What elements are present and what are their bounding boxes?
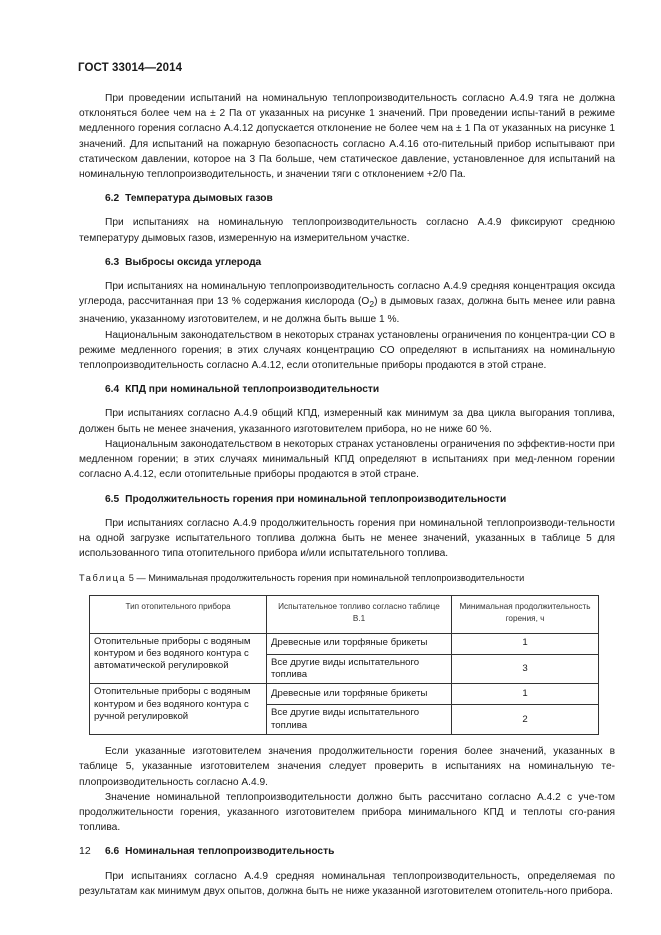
section-title: КПД при номинальной теплопроизводительности <box>125 384 380 396</box>
paragraph-burn-duration: При испытаниях согласно А.4.9 продолжительность горения при номинальной теплопроизводи-тельности на одной загрузке испытательного топлива должна быть не менее значений, указанных в таблице 5 для использованного типа отопительного прибора и/или испытательного топлива. <box>79 517 615 560</box>
paragraph-heat-output-calc: Значение номинальной теплопроизводительности должно быть рассчитано согласно А.4.2 с уче-том продолжительности горения, указанного изготовителем прибора минимального КПД и теплоты сго-рания топлива. <box>79 791 615 834</box>
paragraph-verify-duration: Если указанные изготовителем значения продолжительности горения более значений, указанных в таблице 5, указанные изготовителем значения следует проверить в испытаниях на номинальную те-плопроизводительность согласно А.4.9. <box>79 746 615 788</box>
page-number: 12 <box>79 845 91 857</box>
table-cell-device-type: Отопительные приборы с водяным контуром и без водяного контура с автоматической регулировкой <box>90 633 267 684</box>
table-header-row <box>90 595 599 633</box>
table-cell-fuel: Все другие виды испытательного топлива <box>267 654 452 684</box>
text-run: ) в дымовых газах, должна быть менее или равна значению, указанному изготовителем, и не должна быть выше 1 %. <box>79 296 615 326</box>
text-run: При испытаниях на номинальную теплопроизводительность согласно А.4.9 средняя концентрация оксида углерода, рассчитанная при 13 % содержания кислорода (O <box>79 281 615 308</box>
paragraph-flue-gas-temp: При испытаниях на номинальную теплопроизводительность согласно А.4.9 фиксируют среднюю температуру дымовых газов, измеренную на измерительном участке. <box>79 217 615 244</box>
table-cell-fuel: Древесные или торфяные брикеты <box>267 633 452 654</box>
section-number: 6.6 <box>105 846 120 858</box>
table-cell-fuel: Древесные или торфяные брикеты <box>267 684 452 705</box>
section-title: Номинальная теплопроизводительность <box>125 846 335 858</box>
table-caption-text: — Минимальная продолжительность горения при номинальной теплопроизводительности <box>133 573 525 584</box>
section-number: 6.4 <box>105 384 120 396</box>
subscript: 2 <box>369 299 375 310</box>
table-cell-fuel: Все другие виды испытательного топлива <box>267 705 452 735</box>
table-cell-duration: 3 <box>452 654 599 684</box>
paragraph-efficiency-national: Национальным законодательством в некоторых странах установлены ограничения по эффектив-ности при медленном горении; в этих случаях минимальный КПД определяют в испытаниях при мед-ленном горении согласно А.4.12, если отопительные приборы продаются в этой стране. <box>79 438 615 481</box>
section-heading-6-6 <box>105 844 615 859</box>
table-header-cell: Минимальная продолжительность горения, ч <box>452 595 599 633</box>
table-row <box>90 684 599 705</box>
paragraph-co-national: Национальным законодательством в некоторых странах установлены ограничения по концентра-ции СО в режиме медленного горения; в этих случаях концентрацию СО определяют в испытаниях на номинальную теплопроизводительность согласно А.4.12, если отопительные приборы продаются в этой стране. <box>79 329 615 372</box>
paragraph-efficiency: При испытаниях согласно А.4.9 общий КПД, измеренный как минимум за два цикла выгорания топлива, должен быть не менее значения, указанного изготовителем прибора, но не ниже 60 %. <box>79 408 615 435</box>
section-title: Продолжительность горения при номинальной теплопроизводительности <box>125 493 507 505</box>
paragraph-nominal-output: При испытаниях согласно А.4.9 средняя номинальная теплопроизводительность, определяемая по результатам как минимум двух опытов, должна быть не ниже указанной изготовителем отопитель-ного прибора. <box>79 870 615 897</box>
document-header: ГОСТ 33014—2014 <box>78 62 183 74</box>
table-header-cell: Тип отопительного прибора <box>90 595 267 633</box>
table-cell-duration: 1 <box>452 684 599 705</box>
spacer <box>79 735 615 744</box>
table-cell-duration: 1 <box>452 633 599 654</box>
document-body <box>79 91 615 899</box>
table-cell-device-type: Отопительные приборы с водяным контуром и без водяного контура с ручной регулировкой <box>90 684 267 735</box>
paragraph-co-concentration <box>79 279 615 328</box>
section-heading-6-2 <box>105 191 615 206</box>
table-5 <box>89 595 599 736</box>
section-number: 6.2 <box>105 193 120 205</box>
table-caption-number: 5 <box>128 573 134 584</box>
table-caption <box>79 571 615 586</box>
section-title: Выбросы оксида углерода <box>125 256 262 268</box>
section-number: 6.5 <box>105 493 120 505</box>
table-row <box>90 633 599 654</box>
section-heading-6-4 <box>105 382 615 397</box>
section-heading-6-5 <box>105 492 615 507</box>
section-title: Температура дымовых газов <box>125 193 273 205</box>
section-heading-6-3 <box>105 255 615 270</box>
table-header-cell: Испытательное топливо согласно таблице В.1 <box>267 595 452 633</box>
section-number: 6.3 <box>105 256 120 268</box>
paragraph-draft-tolerance: При проведении испытаний на номинальную теплопроизводительность согласно А.4.9 тяга не должна отклоняться более чем на ± 2 Па от указанных на рисунке 1 значений. При проведении испы-таний в режиме медленного горения согласно А.4.12 допускается отклонение не более чем на ± 1 Па от указанных на рисунке 1 значений. Для испытаний на пожарную безопасность согласно А.4.16 ото-пительный прибор испытывают при статическом давлении, которое на 3 Па больше, чем статическое давление, установленное для испытаний на номинальную теплопроизводительность, и значении тяги с отклонением +2/0 Па. <box>79 93 615 181</box>
table-caption-label: Таблица <box>79 573 127 584</box>
table-cell-duration: 2 <box>452 705 599 735</box>
